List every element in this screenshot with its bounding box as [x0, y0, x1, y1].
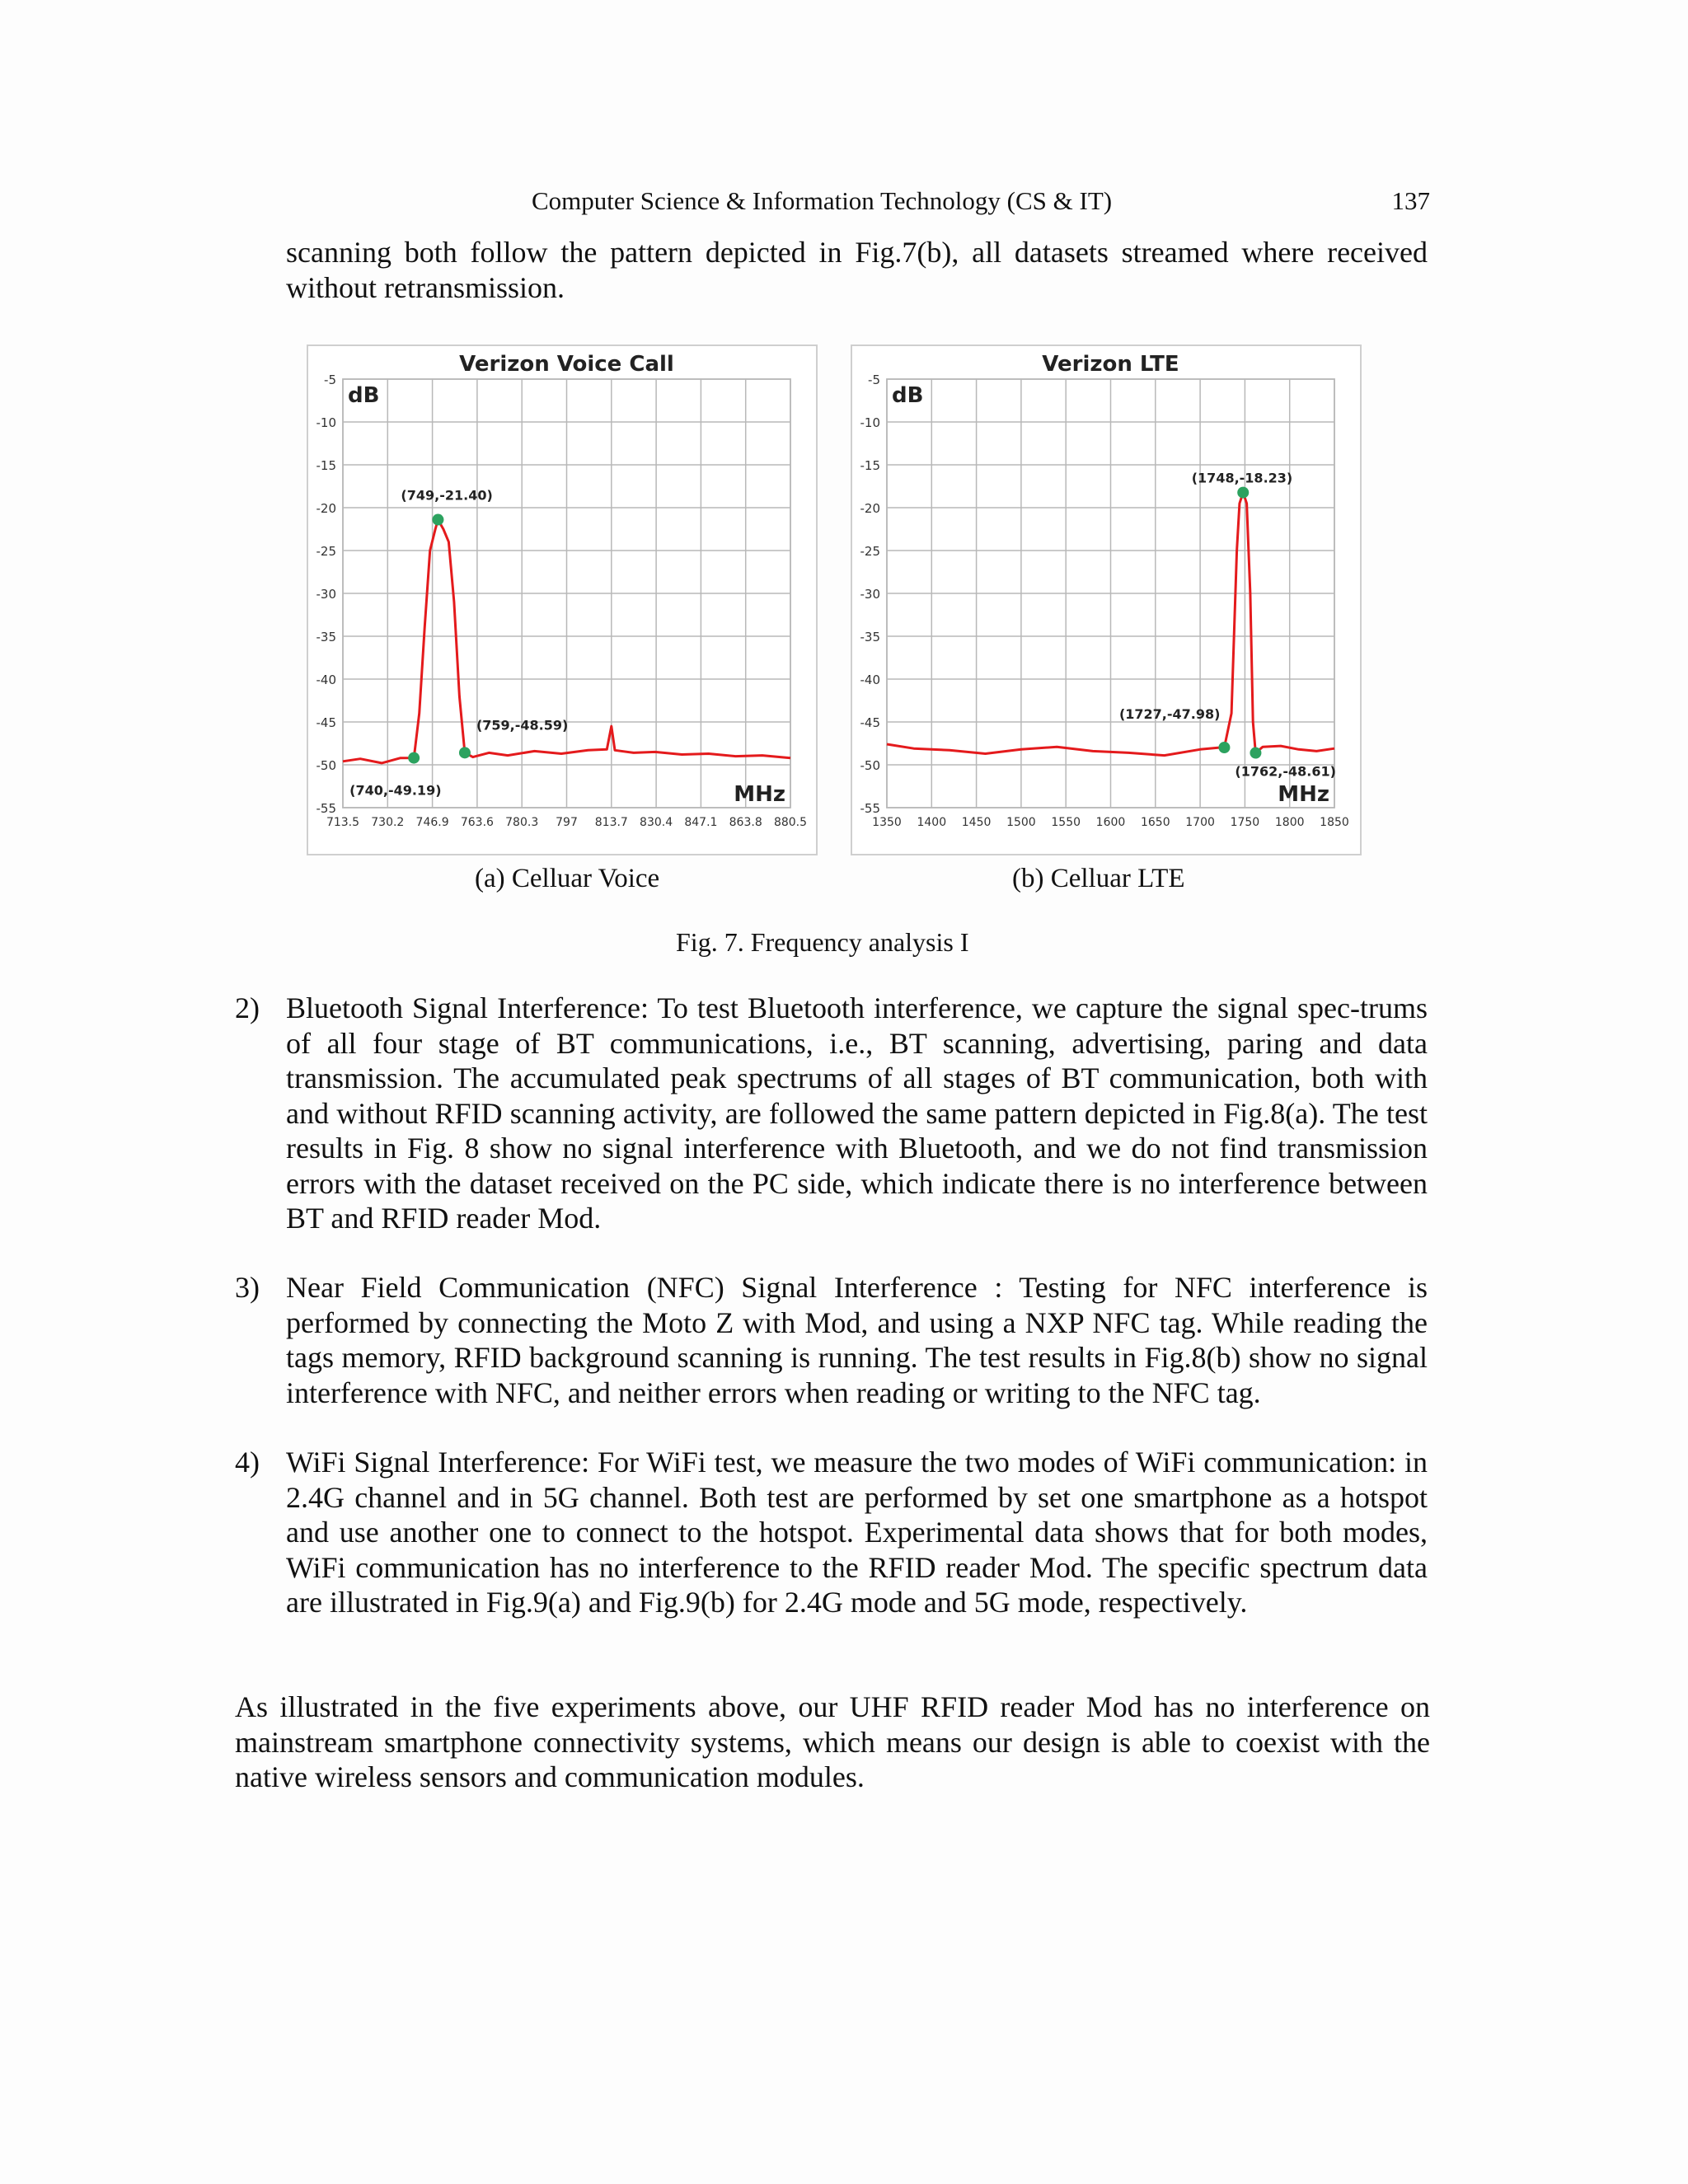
- data-point-label: (1748,-18.23): [1191, 470, 1293, 486]
- y-tick-label: -35: [316, 630, 336, 644]
- y-tick-label: -30: [316, 587, 336, 602]
- list-item-text: Near Field Communication (NFC) Signal Interference : Testing for NFC interference is performed by connecting the Moto Z with Mod, and using a NXP NFC tag. While reading the tags memory, RFID background scanning is running. The test results in Fig.8(b) show no signal interference with NFC, and neither errors when reading or writing to the NFC tag.: [286, 1271, 1428, 1409]
- subcaption-b: (b) Celluar LTE: [1012, 864, 1185, 893]
- chart-panel-a: [307, 344, 818, 855]
- x-tick-label: 1550: [1051, 816, 1081, 829]
- y-tick-label: -55: [316, 801, 336, 816]
- list-item-text: WiFi Signal Interference: For WiFi test, we measure the two modes of WiFi communication: in 2.4G channel and in 5G channel. Both test are performed by set one smartphone as a hotspot and use another one to connect to the hotspot. Experimental data shows that for both modes, WiFi communication has no interference to the RFID reader Mod. The specific spectrum data are illustrated in Fig.9(a) and Fig.9(b) for 2.4G mode and 5G mode, respectively.: [286, 1446, 1428, 1619]
- final-paragraph: As illustrated in the five experiments above, our UHF RFID reader Mod has no interference on mainstream smartphone connectivity systems, which means our design is able to coexist with the native wireless sensors and communication modules.: [235, 1690, 1430, 1793]
- y-tick-label: -20: [316, 501, 336, 516]
- chart-title: Verizon LTE: [1042, 352, 1179, 377]
- y-tick-label: -25: [316, 544, 336, 559]
- y-tick-label: -15: [860, 458, 880, 473]
- intro-paragraph: scanning both follow the pattern depicted in Fig.7(b), all datasets streamed where received without retransmission.: [286, 236, 1428, 304]
- data-point-label: (749,-21.40): [401, 487, 493, 504]
- data-point-label: (759,-48.59): [476, 717, 569, 733]
- x-tick-label: 746.9: [415, 816, 449, 829]
- x-tick-label: 1650: [1140, 816, 1170, 829]
- y-tick-label: -50: [316, 758, 336, 773]
- x-tick-label: 763.6: [460, 816, 494, 829]
- y-tick-label: -40: [316, 673, 336, 687]
- data-point-label: (740,-49.19): [349, 782, 442, 799]
- x-tick-label: 1850: [1320, 816, 1349, 829]
- y-tick-label: -55: [860, 801, 880, 816]
- page-number: 137: [1391, 186, 1430, 215]
- list-item-number: 4): [235, 1446, 260, 1479]
- list-item-number: 2): [235, 991, 260, 1024]
- y-tick-label: -50: [860, 758, 880, 773]
- data-point-marker: [1250, 748, 1261, 759]
- y-tick-label: -45: [860, 715, 880, 730]
- list-item-number: 3): [235, 1271, 260, 1304]
- data-point-marker: [459, 747, 471, 758]
- x-tick-label: 847.1: [684, 816, 718, 829]
- chart-title: Verizon Voice Call: [459, 352, 674, 377]
- x-tick-label: 1600: [1095, 816, 1126, 829]
- y-tick-label: -5: [868, 373, 880, 387]
- y-tick-label: -10: [860, 415, 880, 430]
- data-point-marker: [1237, 487, 1249, 499]
- x-tick-label: 1350: [872, 816, 902, 829]
- list-item-text: Bluetooth Signal Interference: To test Bluetooth interference, we capture the signal spec-trums of all four stage of BT communications, i.e., BT scanning, advertising, paring and data transmission. The accumulated peak spectrums of all stages of BT communication, both with and without RFID scanning activity, are followed the same pattern depicted in Fig.8(a). The test results in Fig. 8 show no signal interference with Bluetooth, and we do not find transmission errors with the dataset received on the PC side, which indicate there is no interference between BT and RFID reader Mod.: [286, 991, 1428, 1235]
- x-tick-label: 780.3: [505, 816, 539, 829]
- y-tick-label: -40: [860, 673, 880, 687]
- x-tick-label: 830.4: [640, 816, 673, 829]
- x-tick-label: 880.5: [773, 816, 808, 829]
- y-tick-label: -20: [860, 501, 880, 516]
- chart-voice-call: [308, 346, 816, 854]
- chart-lte: [852, 346, 1360, 854]
- x-tick-label: 1800: [1274, 816, 1305, 829]
- subcaption-a: (a) Celluar Voice: [475, 864, 660, 893]
- y-axis-label: dB: [348, 383, 380, 408]
- y-tick-label: -15: [316, 458, 336, 473]
- x-tick-label: 1450: [961, 816, 992, 829]
- data-point-label: (1762,-48.61): [1235, 763, 1336, 780]
- y-tick-label: -10: [316, 415, 336, 430]
- x-tick-label: 797: [556, 816, 578, 829]
- y-tick-label: -30: [860, 587, 880, 602]
- data-point-label: (1727,-47.98): [1118, 705, 1221, 722]
- figure-caption: Fig. 7. Frequency analysis I: [676, 927, 969, 957]
- chart-panel-b: [851, 344, 1362, 855]
- running-title: Computer Science & Information Technology (CS & IT): [532, 186, 1113, 215]
- data-point-marker: [432, 514, 443, 526]
- y-tick-label: -5: [324, 373, 336, 387]
- x-tick-label: 730.2: [371, 816, 405, 829]
- x-axis-label: MHz: [1278, 782, 1329, 807]
- x-tick-label: 1500: [1006, 816, 1036, 829]
- x-tick-label: 813.7: [594, 816, 628, 829]
- x-axis-label: MHz: [734, 782, 785, 807]
- data-point-marker: [408, 752, 420, 764]
- y-tick-label: -35: [860, 630, 880, 644]
- x-tick-label: 713.5: [326, 816, 360, 829]
- x-tick-label: 863.8: [729, 816, 762, 829]
- y-tick-label: -25: [860, 544, 880, 559]
- x-tick-label: 1750: [1230, 816, 1260, 829]
- y-tick-label: -45: [316, 715, 336, 730]
- data-point-marker: [1218, 742, 1230, 753]
- x-tick-label: 1400: [917, 816, 947, 829]
- x-tick-label: 1700: [1185, 816, 1215, 829]
- y-axis-label: dB: [892, 383, 924, 408]
